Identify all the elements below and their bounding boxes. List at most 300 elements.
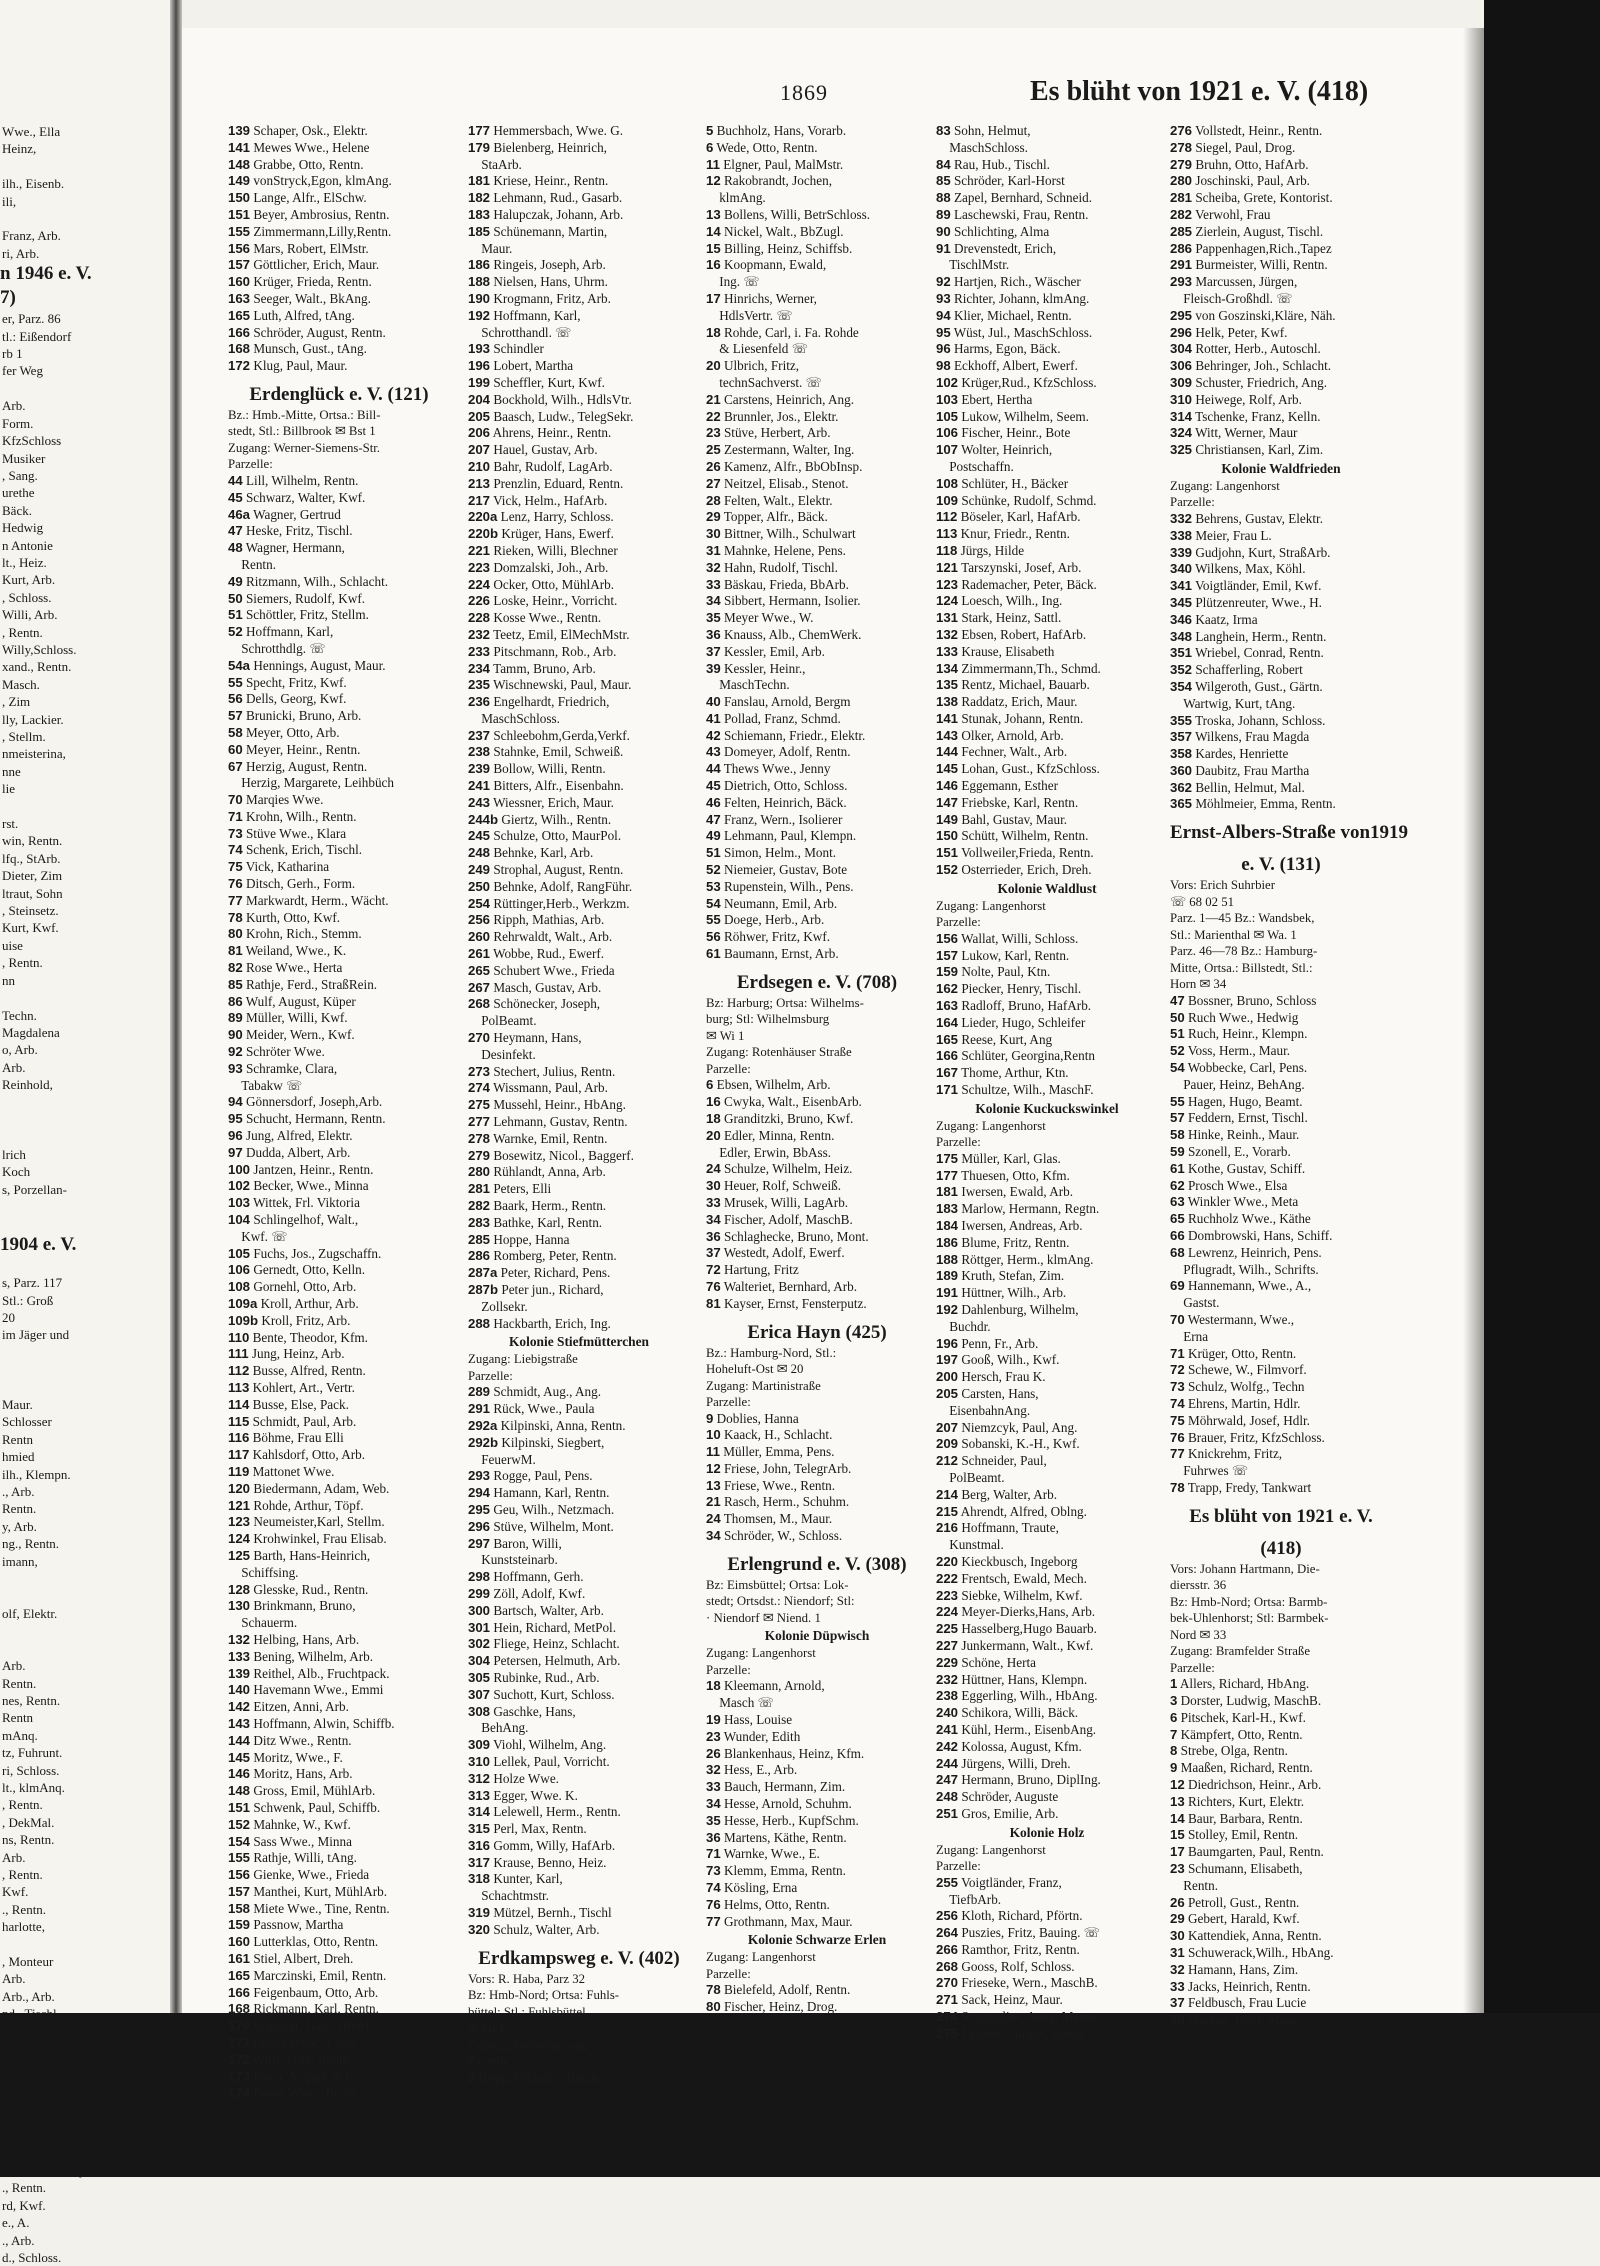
parcel-number: 150: [936, 828, 959, 844]
association-info: Zugang: Langenhorst: [706, 1950, 816, 1965]
tenant-name: Ehrens, Martin, Hdlr.: [1184, 1395, 1301, 1411]
tenant-entry: [936, 711, 1158, 728]
parcel-number: 36: [706, 1829, 721, 1845]
tenant-name: Hoffmann, Karl,: [490, 307, 581, 323]
tenant-name: Schönecker, Joseph,: [490, 996, 601, 1012]
tenant-entry: [706, 207, 928, 224]
tenant-name: Jacks, Heinrich, Rentn.: [1184, 1978, 1311, 1994]
tenant-name: Brunicki, Bruno, Arb.: [242, 708, 362, 724]
parcel-number: 130: [228, 1598, 251, 1614]
tenant-name: Eggemann, Esther: [958, 778, 1058, 794]
tenant-name: Prenzlin, Eduard, Rentn.: [490, 475, 624, 491]
tenant-entry: [228, 2085, 450, 2102]
tenant-entry: [936, 1672, 1158, 1689]
tenant-name: MaschTechn.: [706, 677, 790, 693]
tenant-name: Markwardt, Herm., Wächt.: [242, 892, 389, 908]
tenant-name: Viohl, Wilhelm, Ang.: [490, 1737, 607, 1753]
tenant-entry: [228, 1565, 450, 1582]
tenant-entry: [706, 1712, 928, 1729]
tenant-entry: [706, 241, 928, 258]
tenant-name: Krogmann, Fritz, Arb.: [490, 290, 611, 306]
tenant-name: Bauch, Hermann, Zim.: [720, 1779, 846, 1795]
tenant-entry: [228, 1582, 450, 1599]
parcel-number: 306: [1170, 358, 1193, 374]
tenant-entry: [936, 1082, 1158, 1099]
tenant-name: Egger, Wwe. K.: [490, 1787, 578, 1803]
tenant-entry: [468, 610, 690, 627]
tenant-entry: [706, 1846, 928, 1863]
tenant-entry: [468, 1282, 690, 1299]
tenant-name: Schöne, Herta: [958, 1654, 1037, 1670]
parcel-number: 174: [228, 2085, 251, 2101]
adjacent-entry: o, Arb.: [2, 1042, 38, 1058]
tenant-entry: [468, 509, 690, 526]
adjacent-entry: s, Parz. 117: [2, 1275, 63, 1291]
parcel-number: 309: [468, 1737, 491, 1753]
parcel-number: 128: [228, 1581, 251, 1597]
association-info: Parzelle:: [1170, 495, 1215, 510]
adjacent-entry: nes, Rentn.: [2, 1692, 61, 1708]
tenant-entry: [706, 526, 928, 543]
adjacent-entry: nne: [2, 763, 21, 779]
tenant-entry: [468, 1737, 690, 1754]
parcel-number: 207: [936, 1419, 959, 1435]
tenant-entry: [468, 912, 690, 929]
parcel-number: 71: [1170, 1345, 1185, 1361]
parcel-number: 12: [706, 173, 721, 189]
tenant-entry: [228, 1834, 450, 1851]
association-heading: Ernst-Albers-Straße von1919: [1170, 822, 1409, 844]
tenant-entry: [228, 341, 450, 358]
tenant-entry: [706, 677, 928, 694]
tenant-name: Troska, Johann, Schloss.: [1192, 712, 1326, 728]
tenant-name: StaArb.: [468, 156, 522, 172]
association-info: Zugang: Liebigstraße: [468, 1352, 578, 1367]
tenant-name: TiefbArb.: [936, 1891, 1002, 1907]
parcel-number: 76: [228, 876, 243, 892]
tenant-name: Doege, Herb., Arb.: [720, 912, 825, 928]
parcel-number: 112: [228, 1363, 250, 1379]
parcel-number: 51: [228, 607, 243, 623]
tenant-entry: [228, 1162, 450, 1179]
tenant-entry: [228, 977, 450, 994]
parcel-number: 23: [706, 425, 721, 441]
tenant-entry: [468, 425, 690, 442]
tenant-entry: [936, 1959, 1158, 1976]
tenant-name: Granditzki, Bruno, Kwf.: [720, 1110, 854, 1126]
tenant-entry: [468, 1670, 690, 1687]
tenant-entry: [228, 1313, 450, 1330]
tenant-name: Bosewitz, Nicol., Baggerf.: [490, 1147, 634, 1163]
tenant-name: Kattendiek, Anna, Rentn.: [1184, 1928, 1322, 1944]
parcel-number: 131: [936, 610, 959, 626]
tenant-entry: [1170, 612, 1392, 629]
tenant-entry: [228, 274, 450, 291]
tenant-entry: [228, 1598, 450, 1615]
tenant-entry: [468, 1569, 690, 1586]
tenant-entry: [468, 1855, 690, 1872]
parcel-number: 18: [706, 324, 721, 340]
adjacent-entry: Franz, Arb.: [2, 228, 61, 244]
tenant-name: Rau, Hub., Tischl.: [950, 156, 1050, 172]
tenant-entry: [228, 1884, 450, 1901]
adjacent-entry: n Antonie: [2, 537, 53, 553]
tenant-entry: [936, 661, 1158, 678]
parcel-number: 11: [706, 1444, 720, 1460]
tenant-name: Pitschmann, Rob., Arb.: [490, 643, 617, 659]
tenant-entry: [1170, 1262, 1392, 1279]
parcel-number: 108: [228, 1279, 251, 1295]
parcel-number: 39: [706, 660, 721, 676]
tenant-entry: [936, 1302, 1158, 1319]
tenant-entry: [228, 1850, 450, 1867]
tenant-name: Stolley, Emil, Rentn.: [1184, 1827, 1299, 1843]
adjacent-entry: Magdalena: [2, 1024, 60, 1040]
association-info: Zugang: Erdkampsweg: [468, 2037, 588, 2052]
tenant-entry: [468, 744, 690, 761]
tenant-name: Vick, Katharina: [242, 859, 330, 875]
tenant-entry: [228, 358, 450, 375]
tenant-name: Rathje, Willi, tAng.: [250, 1850, 357, 1866]
parcel-number: 242: [936, 1738, 959, 1754]
tenant-name: FeuerwM.: [468, 1451, 536, 1467]
tenant-name: Vollstedt, Heinr., Rentn.: [1192, 123, 1323, 138]
tenant-entry: [228, 1917, 450, 1934]
tenant-name: Kilpinski, Anna, Rentn.: [497, 1417, 626, 1433]
tenant-name: Krüger,Rud., KfzSchloss.: [958, 374, 1097, 390]
tenant-entry: [468, 392, 690, 409]
tenant-entry: [228, 1514, 450, 1531]
tenant-name: Marqies Wwe.: [242, 792, 324, 808]
parcel-number: 66: [1170, 1227, 1185, 1243]
tenant-name: Hauel, Gustav, Arb.: [490, 442, 598, 458]
tenant-entry: [1170, 545, 1392, 562]
tenant-entry: [936, 241, 1158, 258]
tenant-name: Lukow, Wilhelm, Seem.: [958, 408, 1089, 424]
parcel-number: 223: [468, 559, 491, 575]
adjacent-entry: [0, 1111, 170, 1128]
adjacent-entry: Musiker: [2, 450, 46, 466]
tenant-name: Wartwig, Kurt, tAng.: [1170, 695, 1296, 711]
tenant-entry: [228, 708, 450, 725]
association-info: ✉ Fu 1: [468, 2021, 506, 2036]
tenant-entry: [706, 1999, 928, 2016]
tenant-entry: [706, 1195, 928, 1212]
adjacent-entry: fer Weg: [2, 363, 43, 379]
colony-subheading: Kolonie Schwarze Erlen: [747, 1932, 887, 1948]
tenant-entry: [468, 1754, 690, 1771]
parcel-number: 19: [706, 1711, 721, 1727]
parcel-number: 163: [228, 290, 251, 306]
tenant-entry: [936, 761, 1158, 778]
adjacent-entry: Arb.: [2, 1971, 26, 1987]
tenant-entry: [706, 711, 928, 728]
parcel-number: 165: [228, 307, 251, 323]
tenant-name: Lehmann, Paul, Klempn.: [720, 828, 857, 844]
association-info: Parzelle:: [706, 1966, 751, 1981]
adjacent-entry: [0, 1257, 170, 1274]
tenant-entry: [936, 123, 1158, 140]
tenant-entry: [936, 1369, 1158, 1386]
tenant-name: Knickrehm, Fritz,: [1184, 1446, 1283, 1462]
tenant-entry: [706, 1461, 928, 1478]
tenant-name: Schwenk, Paul, Schiffb.: [250, 1799, 381, 1815]
tenant-name: Verwohl, Frau: [1192, 206, 1271, 222]
tenant-entry: [706, 1729, 928, 1746]
tenant-entry: [228, 1766, 450, 1783]
adjacent-entry: , Zim: [2, 694, 31, 710]
parcel-number: 309: [1170, 374, 1193, 390]
parcel-number: 82: [228, 960, 243, 976]
parcel-number: 78: [228, 909, 243, 925]
tenant-entry: [468, 879, 690, 896]
parcel-number: 144: [228, 1732, 251, 1748]
parcel-number: 228: [468, 610, 491, 626]
adjacent-entry: , Schloss.: [2, 589, 52, 605]
parcel-number: 41: [706, 710, 721, 726]
tenant-name: Schulze, Otto, MaurPol.: [490, 828, 622, 844]
tenant-entry: [936, 1201, 1158, 1218]
tenant-name: Frieseke, Wern., MaschB.: [958, 1975, 1098, 1991]
tenant-name: Hess, E., Arb.: [720, 1762, 798, 1778]
tenant-entry: [1170, 1026, 1392, 1043]
running-head: Es blüht von 1921 e. V. (418): [1030, 76, 1369, 107]
tenant-entry: [706, 1444, 928, 1461]
tenant-entry: [936, 1588, 1158, 1605]
parcel-number: 10: [706, 1427, 721, 1443]
tenant-name: Schuster, Friedrich, Ang.: [1192, 374, 1328, 390]
parcel-number: 170: [228, 2018, 251, 2034]
association-info: burg; Stl: Wilhelmsburg: [706, 1012, 830, 1027]
parcel-number: 365: [1170, 796, 1193, 812]
parcel-number: 31: [1170, 1944, 1185, 1960]
tenant-name: Westedt, Adolf, Ewerf.: [720, 1245, 845, 1261]
tenant-entry: [936, 627, 1158, 644]
tenant-entry: [468, 677, 690, 694]
association-info: Stl.: Marienthal ✉ Wa. 1: [1170, 927, 1297, 942]
tenant-entry: [706, 1411, 928, 1428]
tenant-entry: [936, 526, 1158, 543]
parcel-number: 18: [706, 1678, 721, 1694]
parcel-number: 163: [936, 998, 959, 1014]
parcel-number: 22: [706, 408, 721, 424]
parcel-number: 37: [706, 1245, 721, 1261]
tenant-name: Müller, Karl, Glas.: [958, 1150, 1061, 1166]
tenant-name: Vick, Helm., HafArb.: [490, 492, 608, 508]
tenant-name: Lehmann, Rud., Gasarb.: [490, 190, 623, 206]
tenant-entry: [706, 593, 928, 610]
tenant-entry: [936, 1875, 1158, 1892]
parcel-number: 14: [706, 223, 721, 239]
tenant-entry: [706, 157, 928, 174]
tenant-entry: [468, 1788, 690, 1805]
tenant-name: Plützenreuter, Wwe., H.: [1192, 594, 1322, 610]
tenant-entry: [706, 1762, 928, 1779]
association-info: Bz.: Hamburg-Nord, Stl.:: [706, 1345, 837, 1360]
parcel-number: 186: [936, 1234, 959, 1250]
tenant-name: Sohn, Helmut,: [950, 123, 1031, 138]
tenant-entry: [468, 1468, 690, 1485]
tenant-entry: [936, 1504, 1158, 1521]
tenant-entry: [936, 1470, 1158, 1487]
tenant-entry: [936, 981, 1158, 998]
parcel-number: 26: [1170, 1894, 1185, 1910]
tenant-name: Wiessner, Erich, Maur.: [490, 794, 614, 810]
association-info: Parzelle:: [936, 1859, 981, 1874]
tenant-name: Kloth, Richard, Pförtn.: [958, 1908, 1083, 1924]
tenant-entry: [706, 627, 928, 644]
tenant-name: Carsten, Hans,: [958, 1385, 1039, 1401]
parcel-number: 16: [706, 1094, 721, 1110]
tenant-name: Penn, Fr., Arb.: [958, 1335, 1039, 1351]
tenant-name: Rentn.: [228, 556, 276, 572]
parcel-number: 302: [468, 1636, 491, 1652]
tenant-name: PolBeamt.: [468, 1013, 537, 1029]
tenant-entry: [228, 1867, 450, 1884]
parcel-number: 123: [228, 1514, 251, 1530]
tenant-entry: [936, 291, 1158, 308]
tenant-entry: [936, 1151, 1158, 1168]
tenant-entry: [1170, 1463, 1392, 1480]
tenant-entry: [1170, 1995, 1392, 2012]
tenant-entry: [1170, 1379, 1392, 1396]
adjacent-entry: 20: [2, 1310, 15, 1325]
tenant-name: Hersch, Frau K.: [958, 1369, 1046, 1385]
parcel-number: 26: [706, 458, 721, 474]
tenant-entry: [228, 1195, 450, 1212]
tenant-entry: [1170, 1727, 1392, 1744]
tenant-name: Möhlmeier, Emma, Rentn.: [1192, 796, 1336, 812]
tenant-name: Göttlicher, Erich, Maur.: [250, 257, 380, 273]
parcel-number: 142: [228, 1699, 251, 1715]
parcel-number: 13: [706, 206, 721, 222]
tenant-entry: [468, 627, 690, 644]
parcel-number: 277: [468, 1114, 491, 1130]
parcel-number: 220: [936, 1553, 959, 1569]
tenant-entry: [1170, 442, 1392, 459]
parcel-number: 147: [936, 794, 959, 810]
tenant-entry: [468, 1502, 690, 1519]
parcel-number: 152: [228, 1816, 251, 1832]
tenant-name: Schlichting, Alma: [950, 223, 1050, 239]
tenant-entry: [936, 425, 1158, 442]
tenant-entry: [228, 1447, 450, 1464]
parcel-number: 35: [706, 1812, 721, 1828]
tenant-name: Zestermann, Walter, Ing.: [720, 442, 855, 458]
tenant-entry: [468, 173, 690, 190]
parcel-number: 46a: [228, 506, 251, 522]
parcel-number: 292a: [468, 1417, 498, 1433]
tenant-name: Rentn.: [1170, 1877, 1218, 1893]
tenant-name: Olker, Arnold, Arb.: [958, 727, 1064, 743]
tenant-name: Hamann, Karl, Rentn.: [490, 1485, 610, 1501]
tenant-entry: [468, 1552, 690, 1569]
tenant-entry: [936, 493, 1158, 510]
tenant-entry: [706, 274, 928, 291]
tenant-name: Mützel, Bernh., Tischl: [490, 1905, 612, 1921]
tenant-entry: [468, 1720, 690, 1737]
adjacent-entry: Schlosser: [2, 1414, 52, 1430]
tenant-entry: [228, 1649, 450, 1666]
tenant-name: Grabbe, Otto, Rentn.: [250, 156, 364, 172]
parcel-number: 55: [228, 674, 243, 690]
tenant-entry: [706, 812, 928, 829]
parcel-number: 243: [468, 794, 491, 810]
parcel-number: 36: [706, 626, 721, 642]
tenant-entry: [936, 358, 1158, 375]
tenant-name: Wagner, Gertrud: [250, 506, 341, 522]
tenant-entry: [468, 644, 690, 661]
parcel-number: 33: [706, 1194, 721, 1210]
tenant-entry: [1170, 207, 1392, 224]
parcel-number: 6: [706, 139, 714, 155]
tenant-entry: [228, 140, 450, 157]
tenant-name: Schrotthdlg. ☏: [228, 640, 326, 656]
parcel-number: 75: [1170, 1412, 1185, 1428]
tenant-name: Dells, Georg, Kwf.: [242, 691, 347, 707]
tenant-entry: [706, 1746, 928, 1763]
tenant-name: Munsch, Gust., tAng.: [250, 341, 367, 357]
tenant-name: Krohn, Rich., Stemm.: [242, 926, 362, 942]
tenant-entry: [228, 1682, 450, 1699]
parcel-number: 92: [228, 1044, 243, 1060]
adjacent-entry: [0, 1128, 170, 1145]
parcel-number: 220b: [468, 526, 499, 542]
tenant-entry: [228, 809, 450, 826]
tenant-entry: [706, 1128, 928, 1145]
column-2: [468, 123, 690, 2086]
tenant-entry: [1170, 1278, 1392, 1295]
tenant-entry: [706, 375, 928, 392]
tenant-name: Kroll, Fritz, Arb.: [258, 1312, 351, 1328]
tenant-name: vonStryck,Egon, klmAng.: [250, 173, 392, 189]
parcel-number: 57: [228, 708, 243, 724]
tenant-entry: [1170, 1760, 1392, 1777]
tenant-entry: [228, 607, 450, 624]
parcel-number: 362: [1170, 779, 1193, 795]
tenant-entry: [706, 879, 928, 896]
tenant-name: Daubitz, Frau Martha: [1192, 762, 1310, 778]
tenant-name: Meider, Wern., Kwf.: [242, 1027, 355, 1043]
adjacent-entry: [0, 989, 170, 1006]
tenant-entry: [468, 1905, 690, 1922]
association-info: Bz.: Hmb.-Mitte, Ortsa.: Bill-: [228, 407, 381, 422]
parcel-number: 102: [936, 374, 959, 390]
adjacent-entry: ri, Schloss.: [2, 1762, 60, 1778]
tenant-name: Franz, Wern., Isolierer: [720, 811, 843, 827]
tenant-name: Berg, Walter, Arb.: [958, 1486, 1058, 1502]
parcel-number: 70: [228, 792, 243, 808]
parcel-number: 341: [1170, 578, 1193, 594]
adjacent-entry: Arb.: [2, 1849, 26, 1865]
tenant-name: Schneider, Paul,: [958, 1453, 1047, 1469]
tenant-entry: [706, 560, 928, 577]
tenant-name: Schröder, Auguste: [958, 1789, 1059, 1805]
tenant-entry: [1170, 1895, 1392, 1912]
tenant-name: Nielsen, Hans, Uhrm.: [490, 274, 608, 290]
tenant-entry: [936, 207, 1158, 224]
tenant-entry: [1170, 578, 1392, 595]
tenant-name: Jürgs, Hilde: [957, 542, 1025, 558]
parcel-number: 261: [468, 946, 491, 962]
tenant-name: Mewes Wwe., Helene: [250, 139, 370, 155]
tenant-entry: [228, 1044, 450, 1061]
tenant-entry: [228, 624, 450, 641]
tenant-entry: [1170, 1676, 1392, 1693]
parcel-number: 24: [706, 1511, 721, 1527]
tenant-name: Wallat, Willi, Schloss.: [958, 930, 1079, 946]
tenant-entry: [468, 459, 690, 476]
